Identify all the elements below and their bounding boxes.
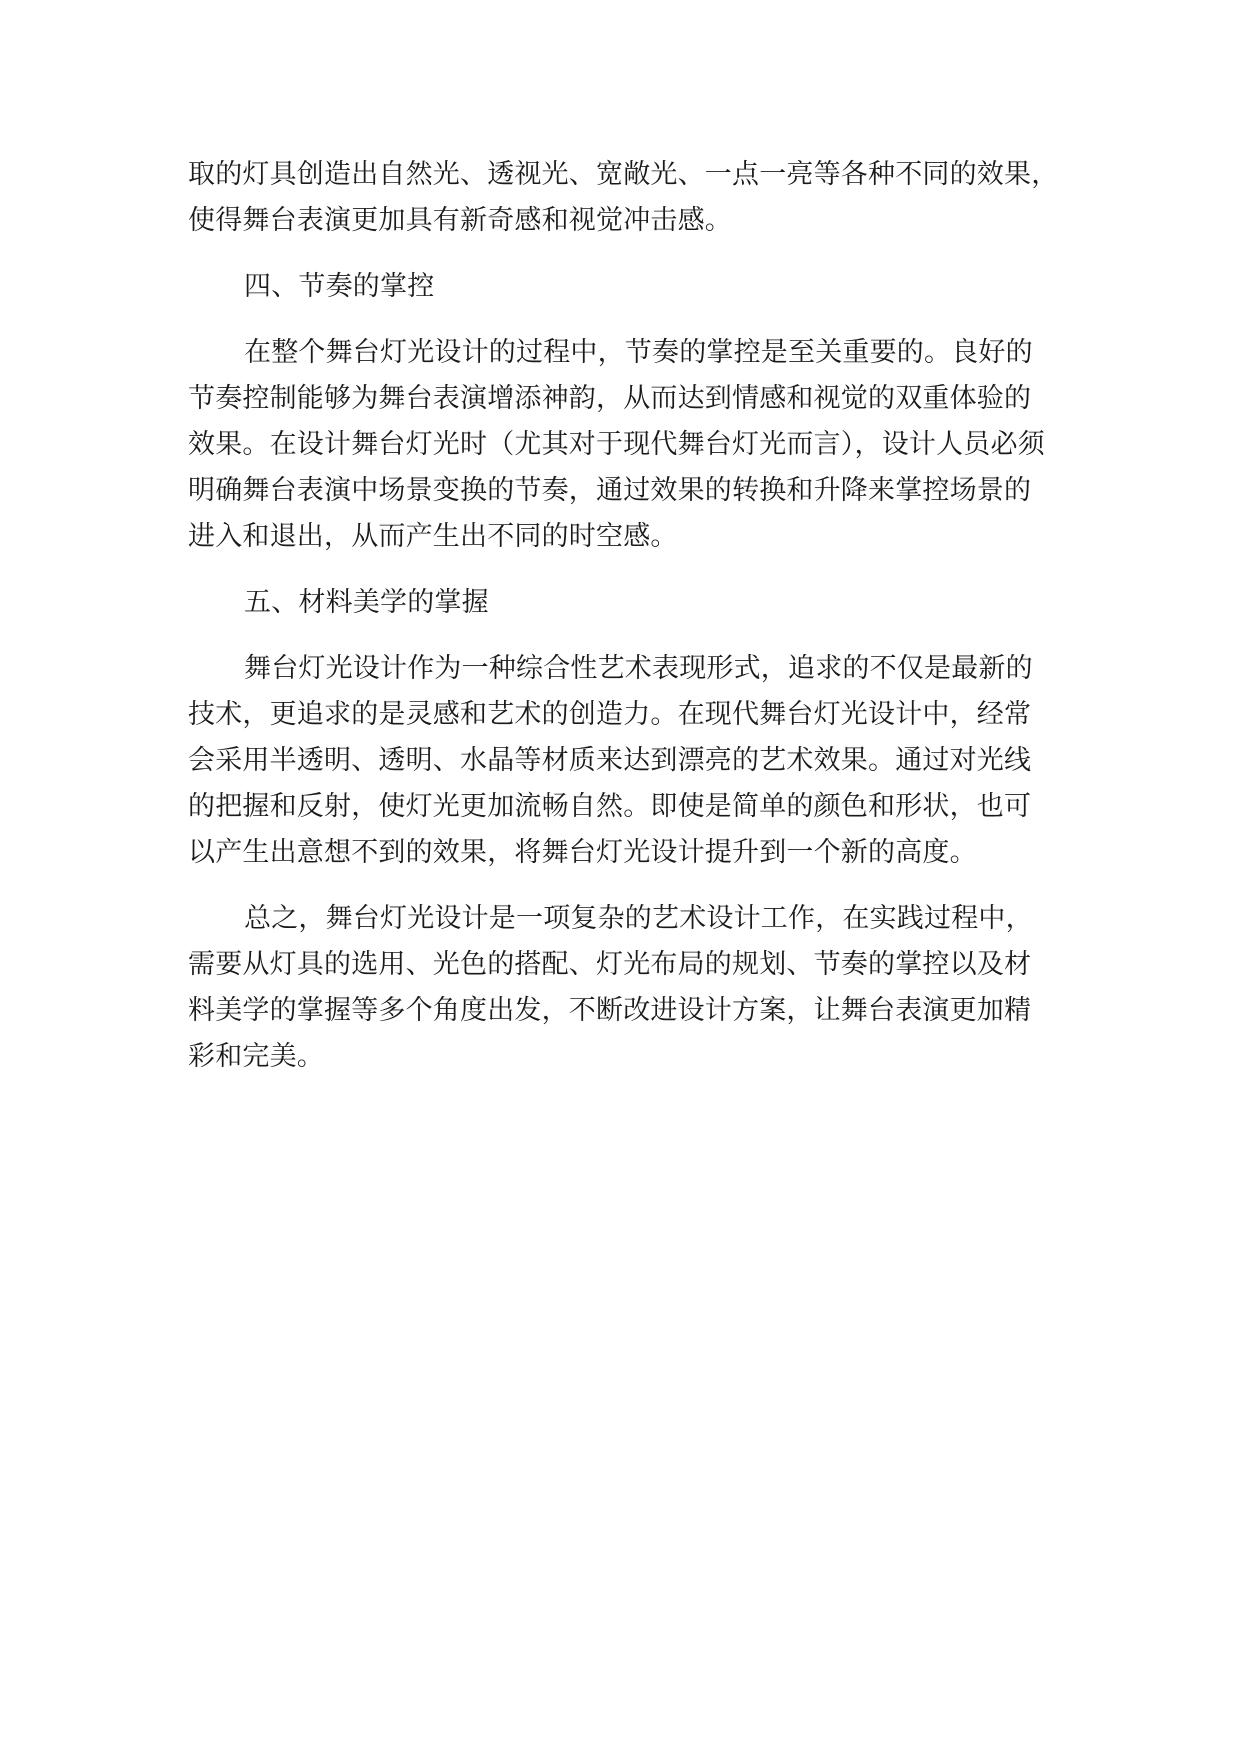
text-line: 舞台灯光设计作为一种综合性艺术表现形式，追求的不仅是最新的 <box>244 653 1033 684</box>
paragraph-material-aesthetics <box>188 646 1088 876</box>
text-line: 的把握和反射，使灯光更加流畅自然。即使是简单的颜色和形状，也可 <box>188 791 1032 822</box>
text-line: 料美学的掌握等多个角度出发，不断改进设计方案，让舞台表演更加精 <box>188 995 1032 1026</box>
paragraph-continued <box>188 152 1088 244</box>
section-heading: 五、材料美学的掌握 <box>244 587 489 618</box>
text-line: 使得舞台表演更加具有新奇感和视觉冲击感。 <box>188 205 732 236</box>
text-line: 技术，更追求的是灵感和艺术的创造力。在现代舞台灯光设计中，经常 <box>188 699 1032 730</box>
text-line: 会采用半透明、透明、水晶等材质来达到漂亮的艺术效果。通过对光线 <box>188 745 1032 776</box>
text-line: 总之，舞台灯光设计是一项复杂的艺术设计工作，在实践过程中， <box>244 903 1033 934</box>
text-line: 需要从灯具的选用、光色的搭配、灯光布局的规划、节奏的掌控以及材 <box>188 949 1032 980</box>
text-line: 彩和完美。 <box>188 1041 324 1072</box>
heading-material-aesthetics <box>188 580 1088 626</box>
paragraph-rhythm-control <box>188 330 1088 560</box>
text-line: 取的灯具创造出自然光、透视光、宽敞光、一点一亮等各种不同的效果， <box>188 159 1059 190</box>
heading-rhythm-control <box>188 264 1088 310</box>
section-heading: 四、节奏的掌控 <box>244 271 435 302</box>
document-body <box>188 152 1088 1080</box>
text-line: 效果。在设计舞台灯光时（尤其对于现代舞台灯光而言），设计人员必须 <box>188 429 1045 460</box>
text-line: 以产生出意想不到的效果，将舞台灯光设计提升到一个新的高度。 <box>188 837 977 868</box>
paragraph-conclusion <box>188 896 1088 1080</box>
text-line: 进入和退出，从而产生出不同的时空感。 <box>188 521 678 552</box>
text-line: 节奏控制能够为舞台表演增添神韵，从而达到情感和视觉的双重体验的 <box>188 383 1032 414</box>
text-line: 明确舞台表演中场景变换的节奏，通过效果的转换和升降来掌控场景的 <box>188 475 1032 506</box>
text-line: 在整个舞台灯光设计的过程中，节奏的掌控是至关重要的。良好的 <box>244 337 1033 368</box>
